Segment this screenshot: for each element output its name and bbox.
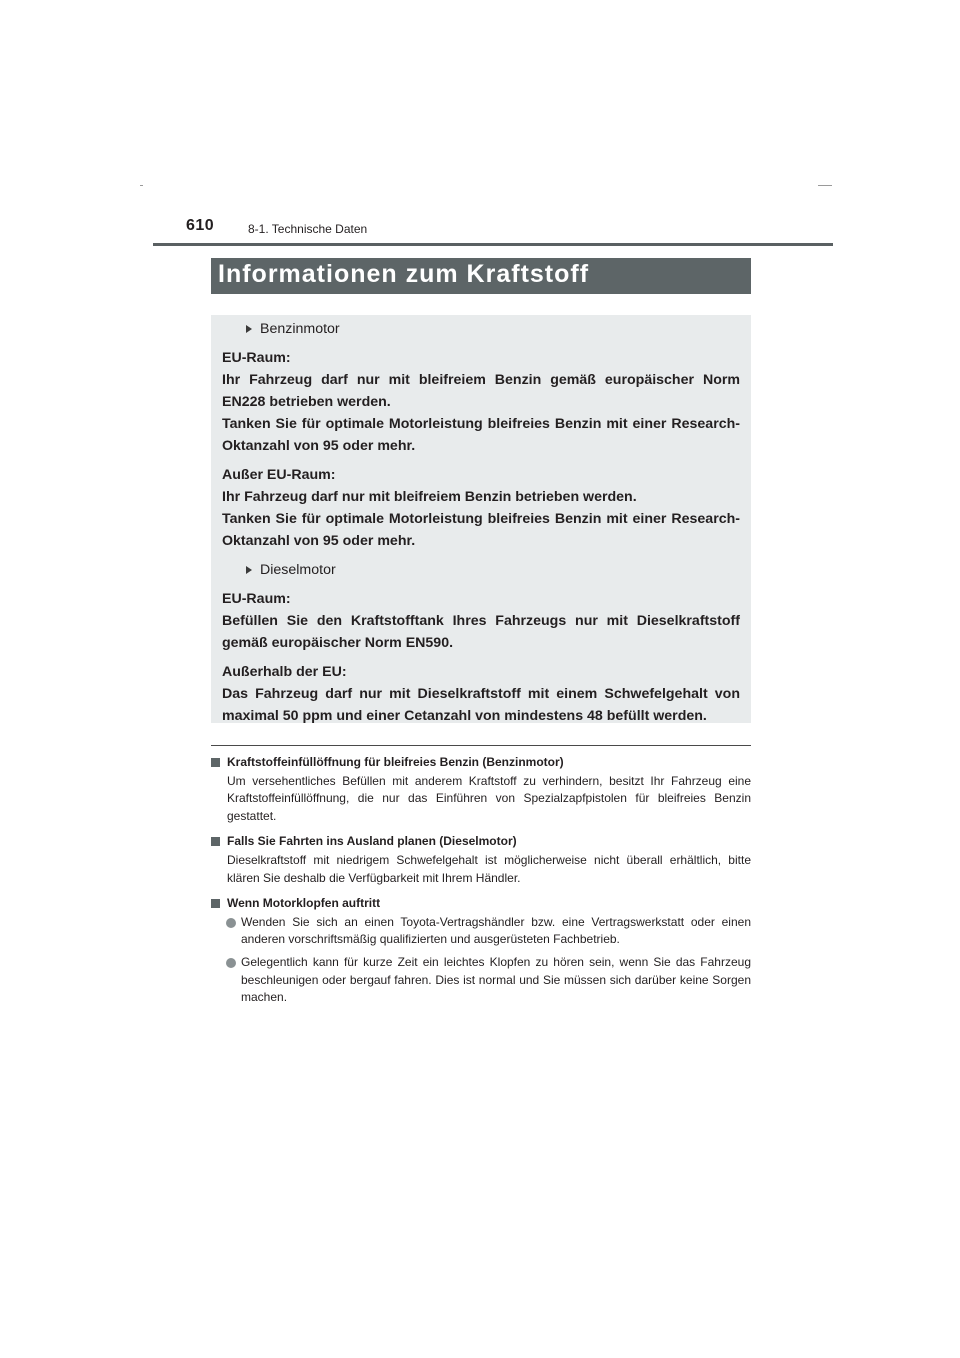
note-body: Dieselkraftstoff mit niedrigem Schwefelgehalt ist möglicherweise nicht überall erhältlich, bitte klären Sie deshalb die Verfügbarkeit mit Ihrem Händler. <box>227 852 751 885</box>
section-title-bar <box>211 258 751 294</box>
petrol-eu-heading: EU-Raum: <box>222 350 291 366</box>
diesel-non-eu-text: Das Fahrzeug darf nur mit Dieselkraftstoff mit einem Schwefelgehalt von maximal 50 ppm und einer Cetanzahl von mindestens 48 befüllt werden. <box>222 686 740 724</box>
note-heading-text: Kraftstoffeinfüllöffnung für bleifreies Benzin (Benzinmotor) <box>227 755 564 769</box>
circle-bullet-icon <box>226 958 236 968</box>
notes-divider <box>211 745 751 746</box>
notes-section <box>211 754 751 1007</box>
note-bullet-text: Gelegentlich kann für kurze Zeit ein leichtes Klopfen zu hören sein, wenn Sie das Fahrzeug beschleunigen oder bergauf fahren. Dies ist normal und Sie müssen sich darüber keine Sorgen machen. <box>241 954 751 1005</box>
diesel-eu-heading: EU-Raum: <box>222 591 291 607</box>
chapter-title: 8-1. Technische Daten <box>248 222 368 236</box>
petrol-eu-text-2: Tanken Sie für optimale Motorleistung bleifreies Benzin mit einer Research-Oktanzahl von 95 oder mehr. <box>222 416 740 454</box>
section-title: Informationen zum Kraftstoff <box>218 260 590 288</box>
diesel-eu-text: Befüllen Sie den Kraftstofftank Ihres Fahrzeugs nur mit Dieselkraftstoff gemäß europäischer Norm EN590. <box>222 613 740 651</box>
petrol-eu-text: Ihr Fahrzeug darf nur mit bleifreiem Benzin gemäß europäischer Norm EN228 betrieben werden. <box>222 372 740 410</box>
note-heading <box>211 754 751 772</box>
triangle-right-icon <box>246 325 252 333</box>
note-heading-text: Falls Sie Fahrten ins Ausland planen (Dieselmotor) <box>227 834 517 849</box>
square-bullet-icon <box>211 899 220 908</box>
petrol-non-eu-heading: Außer EU-Raum: <box>222 467 336 483</box>
crop-mark-left <box>140 185 143 186</box>
note-bullet-text: Wenden Sie sich an einen Toyota-Vertragshändler bzw. eine Vertragswerkstatt oder einen anderen vorschriftsmäßig qualifizierten und ausgerüsteten Fachbetrieb. <box>241 914 751 947</box>
circle-bullet-icon <box>226 918 236 928</box>
page-number: 610 <box>186 217 215 234</box>
note-heading <box>211 895 751 913</box>
diesel-non-eu-heading: Außerhalb der EU: <box>222 664 347 680</box>
note-heading-text: Wenn Motorklopfen auftritt <box>227 896 381 911</box>
fuel-info-box <box>211 315 751 723</box>
note-heading <box>211 833 751 851</box>
crop-mark-right <box>818 185 832 186</box>
square-bullet-icon <box>211 758 220 767</box>
header-rule <box>153 243 833 246</box>
petrol-engine-subheading <box>222 318 740 340</box>
diesel-engine-label: Dieselmotor <box>260 562 336 578</box>
note-bullet <box>211 954 751 1007</box>
note-body: Um versehentliches Befüllen mit anderem Kraftstoff zu verhindern, besitzt Ihr Fahrzeug eine Kraftstoffeinfüllöffnung, die nur das Einführen von Spezialzapfpistolen für bleifreies Benzin gestattet. <box>227 773 751 823</box>
petrol-engine-label: Benzinmotor <box>260 321 340 337</box>
petrol-non-eu-text: Ihr Fahrzeug darf nur mit bleifreiem Benzin betrieben werden. <box>222 489 637 505</box>
square-bullet-icon <box>211 837 220 846</box>
triangle-right-icon <box>246 566 252 574</box>
note-bullet <box>211 914 751 949</box>
diesel-engine-subheading <box>222 559 740 581</box>
petrol-non-eu-text-2: Tanken Sie für optimale Motorleistung bleifreies Benzin mit einer Research-Oktanzahl von 95 oder mehr. <box>222 511 740 549</box>
